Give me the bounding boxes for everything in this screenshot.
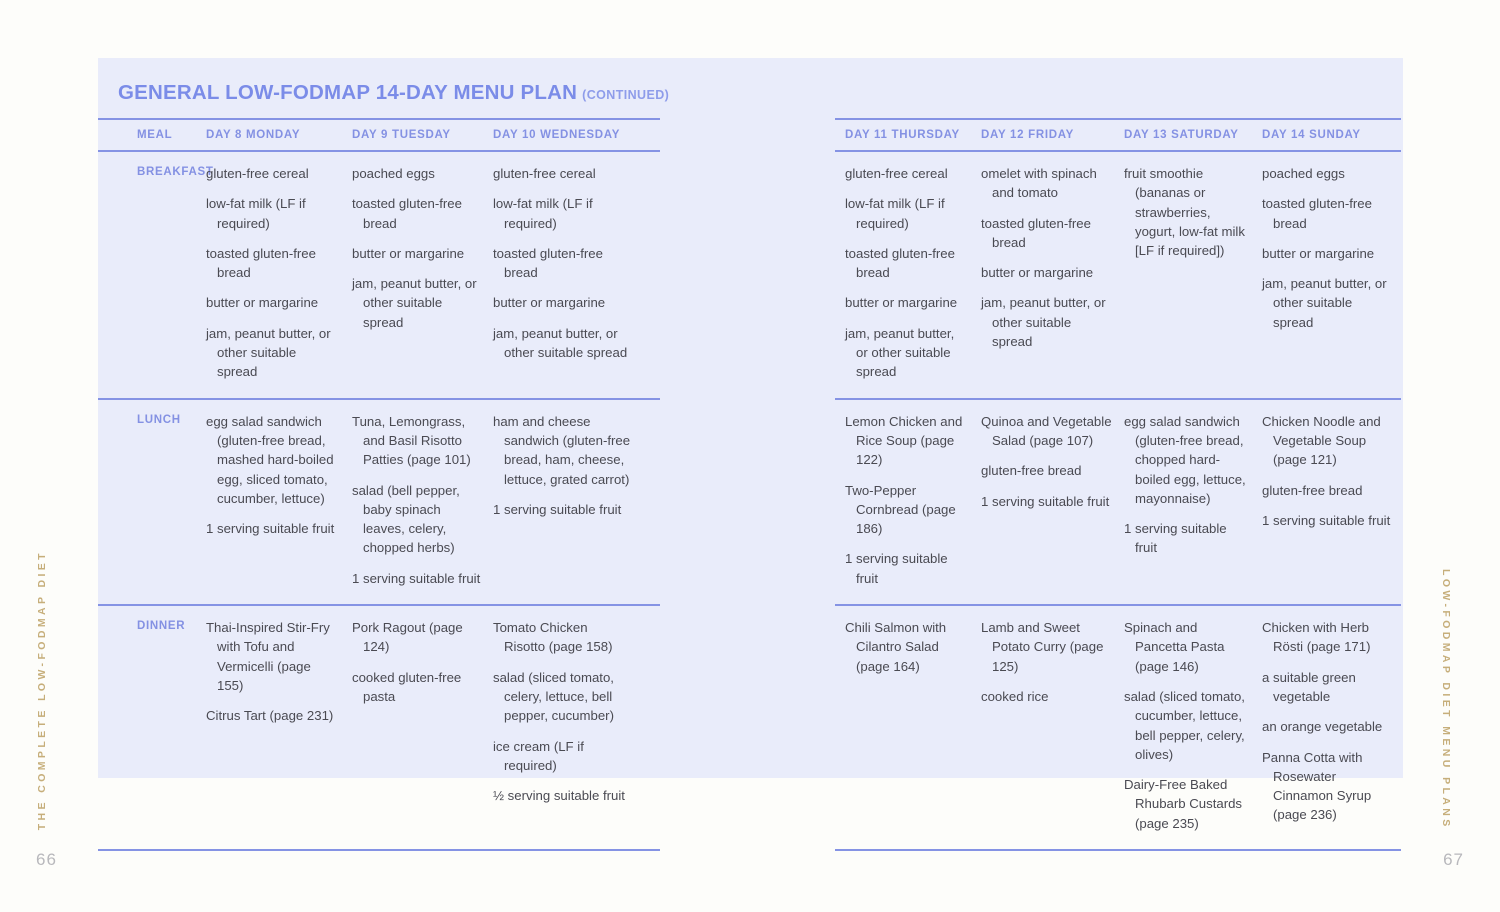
menu-item: gluten-free bread [1262, 482, 1363, 498]
table-row [835, 400, 1401, 604]
menu-cell [1124, 164, 1262, 382]
menu-cell [835, 618, 981, 833]
menu-item: Pork Ragout (page 124) [352, 620, 463, 655]
column-header: DAY 13 SATURDAY [1124, 129, 1239, 141]
menu-item: jam, peanut butter, or other suitable spread [1262, 276, 1387, 330]
menu-table-left-page [98, 118, 660, 851]
table-header-row [835, 120, 1401, 150]
column-header: DAY 8 MONDAY [206, 129, 301, 141]
menu-item: 1 serving suitable fruit [1124, 521, 1227, 556]
menu-item: salad (sliced tomato, celery, lettuce, bell pepper, cucumber) [493, 669, 614, 724]
menu-item: ham and cheese sandwich (gluten-free bread, ham, cheese, lettuce, grated carrot) [493, 413, 631, 487]
menu-item: low-fat milk (LF if required) [845, 196, 945, 231]
menu-item: jam, peanut butter, or other suitable spread [206, 325, 331, 380]
menu-item: a suitable green vegetable [1262, 669, 1356, 704]
menu-cell [981, 618, 1124, 833]
menu-item: toasted gluten-free bread [845, 245, 955, 281]
menu-item: 1 serving suitable fruit [352, 570, 481, 586]
menu-cell [835, 164, 981, 382]
menu-item: toasted gluten-free bread [981, 215, 1091, 250]
table-row [835, 606, 1401, 849]
menu-item: cooked rice [981, 688, 1049, 704]
menu-item: 1 serving suitable fruit [981, 493, 1110, 509]
menu-cell [1124, 618, 1262, 833]
menu-cell [1124, 412, 1262, 588]
menu-item: ½ serving suitable fruit [493, 788, 625, 804]
menu-item: poached eggs [1262, 166, 1345, 181]
table-bottom-rule [835, 849, 1401, 851]
menu-item: egg salad sandwich (gluten-free bread, mashed hard-boiled egg, sliced tomato, cucumber, lettuce) [206, 413, 334, 506]
menu-item: gluten-free cereal [206, 166, 309, 181]
menu-item: toasted gluten-free bread [206, 245, 316, 281]
menu-item: low-fat milk (LF if required) [493, 196, 593, 231]
meal-label: DINNER [137, 620, 186, 633]
column-header: DAY 14 SUNDAY [1262, 129, 1361, 141]
menu-item: jam, peanut butter, or other suitable spread [352, 276, 477, 330]
menu-item: 1 serving suitable fruit [493, 501, 622, 517]
menu-cell [981, 412, 1124, 588]
menu-item: Thai-Inspired Stir-Fry with Tofu and Vermicelli (page 155) [206, 620, 330, 693]
menu-item: Chili Salmon with Cilantro Salad (page 164) [845, 620, 947, 674]
menu-cell [1262, 164, 1401, 382]
page-title-continued: (CONTINUED) [582, 88, 670, 102]
menu-item: butter or margarine [493, 295, 606, 311]
running-head-left: THE COMPLETE LOW-FODMAP DIET [36, 549, 48, 830]
menu-item: ice cream (LF if required) [493, 738, 584, 773]
menu-item: butter or margarine [352, 245, 465, 261]
table-row [98, 606, 660, 821]
menu-item: fruit smoothie (bananas or strawberries, yogurt, low-fat milk [LF if required]) [1124, 166, 1245, 259]
menu-item: butter or margarine [1262, 245, 1375, 261]
menu-item: Spinach and Pancetta Pasta (page 146) [1124, 620, 1225, 674]
page-title [118, 81, 669, 105]
menu-item: butter or margarine [206, 295, 319, 311]
menu-item: poached eggs [352, 166, 435, 181]
menu-cell [981, 164, 1124, 382]
table-row [835, 152, 1401, 398]
running-head-right: LOW-FODMAP DIET MENU PLANS [1440, 569, 1452, 830]
menu-item: Chicken with Herb Rösti (page 171) [1262, 620, 1371, 655]
table-header-row [98, 120, 660, 150]
menu-cell [835, 412, 981, 588]
menu-item: toasted gluten-free bread [493, 245, 603, 281]
menu-item: gluten-free cereal [493, 166, 596, 181]
menu-item: gluten-free cereal [845, 166, 948, 181]
column-header: DAY 11 THURSDAY [845, 129, 960, 141]
menu-item: jam, peanut butter, or other suitable spread [845, 325, 955, 380]
menu-item: Two-Pepper Cornbread (page 186) [845, 482, 956, 537]
menu-item: 1 serving suitable fruit [845, 551, 948, 586]
meal-label: BREAKFAST [137, 166, 214, 178]
menu-item: an orange vegetable [1262, 719, 1383, 735]
menu-item: Lemon Chicken and Rice Soup (page 122) [845, 413, 963, 468]
menu-item: jam, peanut butter, or other suitable spread [493, 325, 628, 361]
menu-item: toasted gluten-free bread [352, 196, 462, 231]
menu-cell [1262, 618, 1401, 833]
menu-cell [493, 618, 640, 805]
meal-label: LUNCH [137, 413, 181, 426]
page-number-left: 66 [36, 850, 57, 869]
menu-item: Dairy-Free Baked Rhubarb Custards (page 235) [1124, 777, 1243, 831]
menu-item: Chicken Noodle and Vegetable Soup (page 121) [1262, 413, 1381, 468]
menu-cell [1262, 412, 1401, 588]
column-header: DAY 9 TUESDAY [352, 129, 451, 141]
menu-item: Tuna, Lemongrass, and Basil Risotto Patties (page 101) [352, 413, 471, 468]
column-header: DAY 12 FRIDAY [981, 129, 1075, 141]
menu-item: Tomato Chicken Risotto (page 158) [493, 620, 613, 655]
column-header: DAY 10 WEDNESDAY [493, 129, 621, 141]
menu-item: salad (sliced tomato, cucumber, lettuce, bell pepper, celery, olives) [1124, 688, 1245, 762]
menu-item: 1 serving suitable fruit [1262, 512, 1391, 528]
menu-item: salad (bell pepper, baby spinach leaves, celery, chopped herbs) [352, 482, 460, 556]
menu-item: egg salad sandwich (gluten-free bread, chopped hard-boiled egg, lettuce, mayonnaise) [1124, 413, 1246, 506]
table-bottom-rule [98, 849, 660, 851]
menu-cell [206, 412, 352, 588]
menu-item: Citrus Tart (page 231) [206, 708, 334, 724]
menu-item: 1 serving suitable fruit [206, 521, 335, 537]
menu-item: Quinoa and Vegetable Salad (page 107) [981, 413, 1112, 448]
menu-plan-spread [98, 58, 1403, 831]
menu-item: cooked gluten-free pasta [352, 669, 462, 704]
menu-item: jam, peanut butter, or other suitable spread [981, 295, 1106, 350]
menu-item: butter or margarine [845, 295, 958, 311]
menu-item: gluten-free bread [981, 463, 1082, 479]
menu-cell [493, 412, 640, 588]
table-row [98, 152, 660, 398]
menu-item: omelet with spinach and tomato [981, 166, 1097, 201]
menu-cell [352, 412, 493, 588]
menu-item: low-fat milk (LF if required) [206, 196, 306, 231]
menu-cell [352, 164, 493, 382]
menu-cell [352, 618, 493, 805]
page-title-main: GENERAL LOW-FODMAP 14-DAY MENU PLAN [118, 81, 578, 104]
menu-item: Panna Cotta with Rosewater Cinnamon Syrup (page 236) [1262, 749, 1372, 823]
menu-item: butter or margarine [981, 265, 1094, 281]
menu-cell [206, 164, 352, 382]
menu-item: toasted gluten-free bread [1262, 196, 1372, 231]
menu-cell [493, 164, 640, 382]
page-number-right: 67 [1443, 850, 1464, 869]
menu-table-right-page [835, 118, 1401, 851]
column-header: MEAL [137, 129, 173, 141]
table-row [98, 400, 660, 604]
menu-cell [206, 618, 352, 805]
menu-item: Lamb and Sweet Potato Curry (page 125) [981, 620, 1104, 674]
